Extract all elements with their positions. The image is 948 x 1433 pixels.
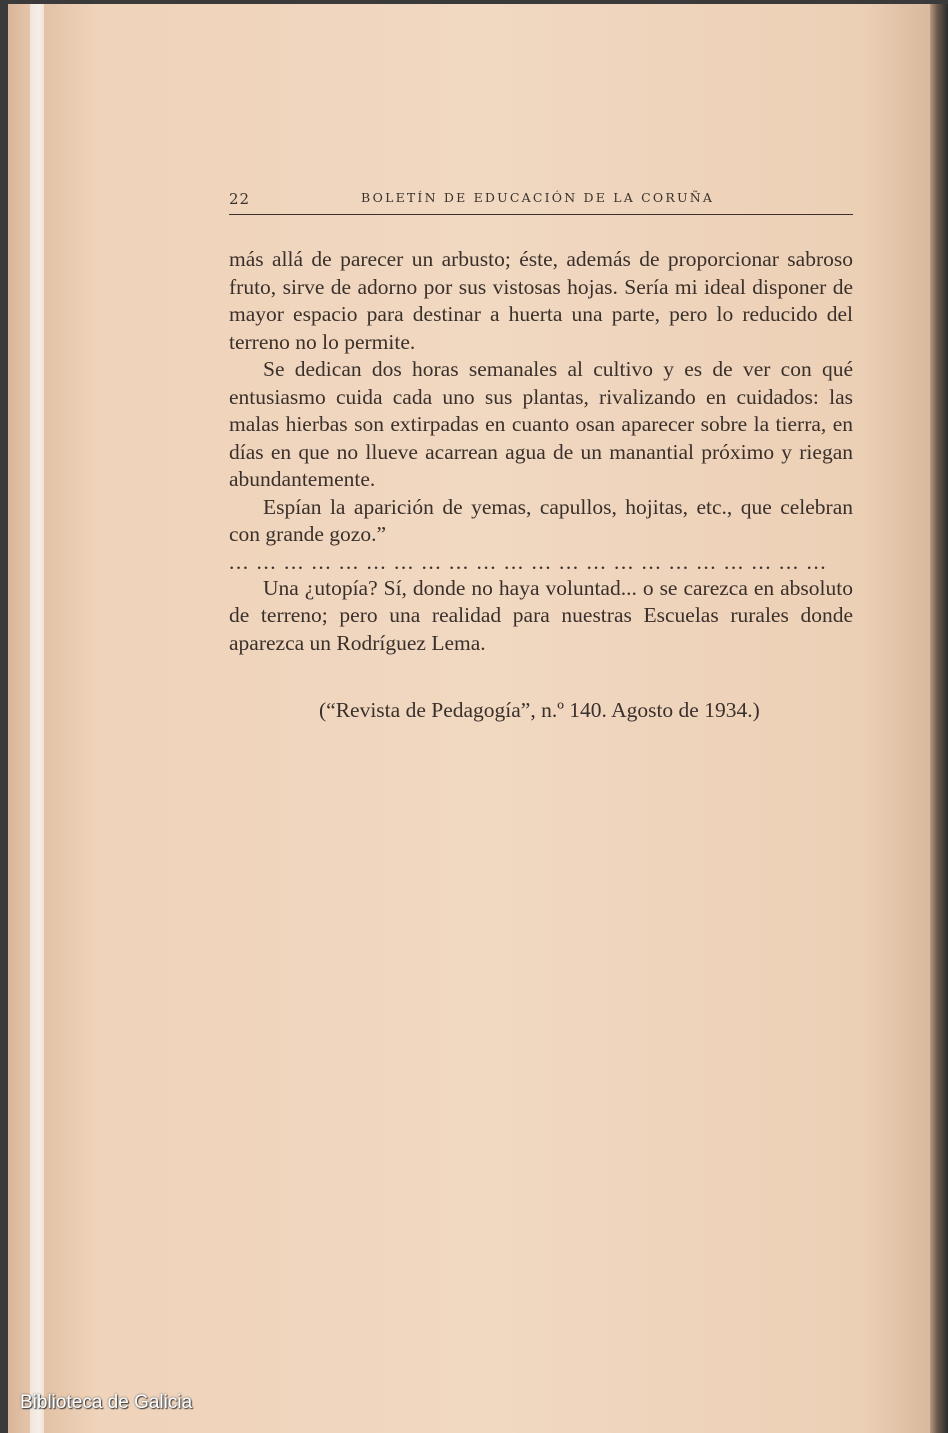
page-header [229,186,853,210]
previous-page-edge [8,4,32,1433]
page-number: 22 [229,190,251,208]
body-text [229,246,853,657]
paragraph-1: más allá de parecer un arbusto; éste, además de proporcionar sabroso fruto, sirve de adorno por sus vistosas hojas. Sería mi ideal disponer de mayor espacio para destinar a huerta una parte, pero lo reducido del terreno no lo permite. [229,247,853,354]
paragraph-4: Una ¿utopía? Sí, donde no haya voluntad... o se carezca en absoluto de terreno; pero una realidad para nuestras Escuelas rurales donde aparezca un Rodríguez Lema. [229,575,853,655]
citation: (“Revista de Pedagogía”, n.º 140. Agosto de 1934.) [319,698,760,722]
header-rule [229,214,853,215]
paragraph-3: Espían la aparición de yemas, capullos, hojitas, etc., que celebran con grande gozo.” [229,494,853,546]
ellipsis-line: ... ... ... ... ... ... ... ... ... ... ... ... ... ... ... ... ... ... ... ... ... ... [229,552,828,574]
paragraph-2: Se dedican dos horas semanales al cultivo y es de ver con qué entusiasmo cuida cada uno sus plantas, rivalizando en cuidados: las malas hierbas son extirpadas en cuanto osan aparecer sobre la tierra, en días en que no llueve acarrean agua de un manantial próximo y riegan abundantemente. [229,357,853,491]
library-watermark: Biblioteca de Galicia [20,1392,193,1413]
running-head: BOLETÍN DE EDUCACIÓN DE LA CORUÑA [361,190,715,205]
book-edge [930,4,948,1433]
